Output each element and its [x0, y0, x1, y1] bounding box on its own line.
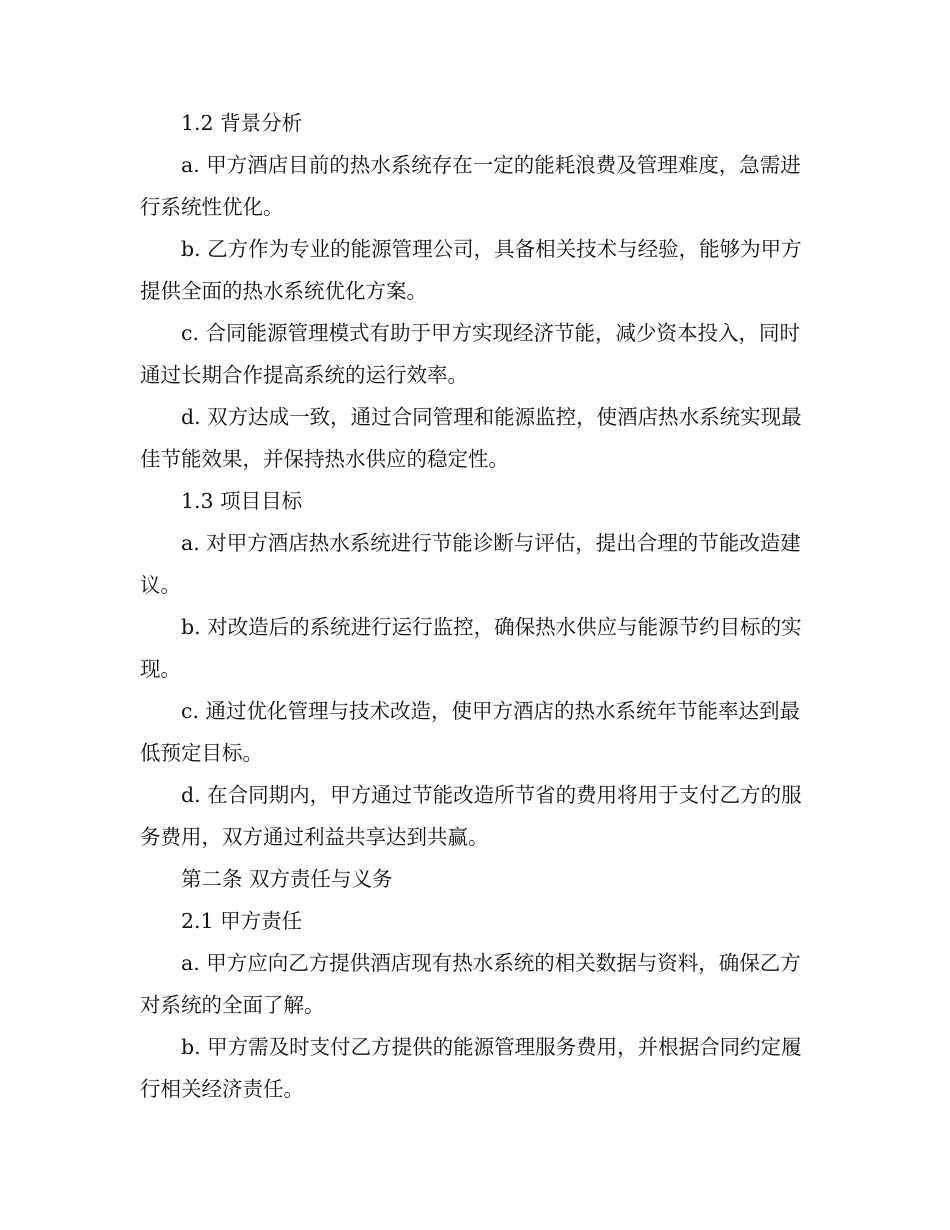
paragraph: a. 对甲方酒店热水系统进行节能诊断与评估，提出合理的节能改造建议。 — [140, 531, 801, 597]
paragraph: b. 甲方需及时支付乙方提供的能源管理服务费用，并根据合同约定履行相关经济责任。 — [140, 1035, 802, 1101]
paragraph: b. 对改造后的系统进行运行监控，确保热水供应与能源节约目标的实现。 — [140, 615, 802, 681]
paragraph: d. 双方达成一致，通过合同管理和能源监控，使酒店热水系统实现最佳节能效果，并保持热水供应的稳定性。 — [140, 405, 802, 471]
paragraph: a. 甲方酒店目前的热水系统存在一定的能耗浪费及管理难度，急需进行系统性优化。 — [140, 153, 801, 219]
paragraph: a. 甲方应向乙方提供酒店现有热水系统的相关数据与资料，确保乙方对系统的全面了解。 — [140, 951, 801, 1017]
paragraph: b. 乙方作为专业的能源管理公司，具备相关技术与经验，能够为甲方提供全面的热水系统优化方案。 — [140, 237, 802, 303]
paragraph: c. 通过优化管理与技术改造，使甲方酒店的热水系统年节能率达到最低预定目标。 — [140, 699, 801, 765]
paragraph: c. 合同能源管理模式有助于甲方实现经济节能，减少资本投入，同时通过长期合作提高系统的运行效率。 — [140, 321, 801, 387]
section-heading-1-2: 1.2 背景分析 — [181, 111, 303, 135]
article-heading-2: 第二条 双方责任与义务 — [181, 867, 393, 891]
section-heading-2-1: 2.1 甲方责任 — [181, 909, 303, 933]
paragraph: d. 在合同期内，甲方通过节能改造所节省的费用将用于支付乙方的服务费用，双方通过利益共享达到共赢。 — [140, 783, 802, 849]
document-body — [140, 102, 810, 1110]
section-heading-1-3: 1.3 项目目标 — [181, 489, 303, 513]
